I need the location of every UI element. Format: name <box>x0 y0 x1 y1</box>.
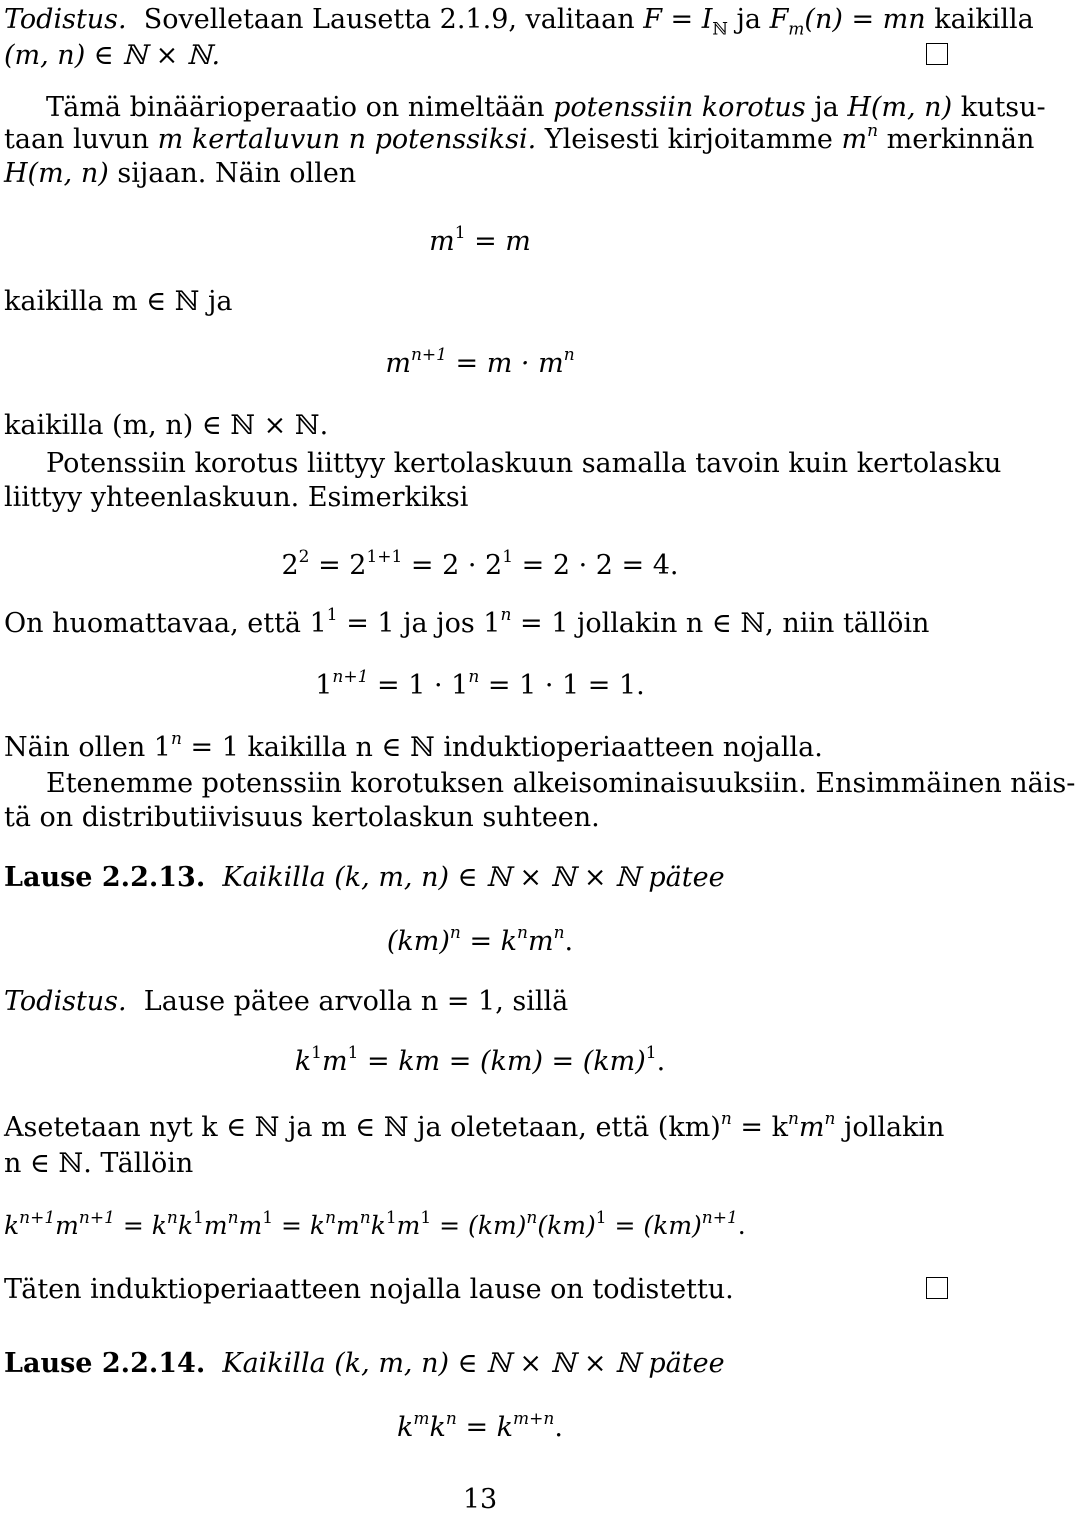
equation-base-case: $k^1m^1$ = km = (km) = (km)$^1$. <box>294 1043 666 1077</box>
definition-line-1: Tämä binäärioperaatio on nimeltään potenssiin korotus ja H(m, n) kutsu- <box>46 92 1046 123</box>
theorem-label: Lause 2.2.13. <box>4 862 206 893</box>
proof-2-line: Todistus. Lause pätee arvolla n = 1, sillä <box>4 986 569 1017</box>
proof-label: Todistus. <box>4 4 127 35</box>
qed-box-2 <box>926 1272 948 1308</box>
paragraph-6-line-1: Etenemme potenssiin korotuksen alkeisominaisuuksiin. Ensimmäinen näis- <box>46 768 1075 799</box>
theorem-label: Lause 2.2.14. <box>4 1348 206 1379</box>
equation-inductive-step: $k^{n+1}m^{n+1} = k^nk^1m^nm^1 = k^nm^nk^1m^1 = (km)^n(km)^1 = (km)^{n+1}$. <box>4 1207 746 1240</box>
equation-distributive: $(km)^n = k^nm^n$. <box>386 923 574 957</box>
text-kaikilla-2: kaikilla (m, n) ∈ ℕ × ℕ. <box>4 410 329 441</box>
equation-mn1: $m^{n+1} = m \cdot m^n$ <box>385 345 575 379</box>
definition-line-2: taan luvun m kertaluvun n potenssiksi. Yleisesti kirjoitamme $m^n$ merkinnän <box>4 121 1035 155</box>
paragraph-7-line-2: n ∈ ℕ. Tällöin <box>4 1148 194 1179</box>
proof-line-2: (m, n) ∈ ℕ × ℕ. <box>4 40 221 71</box>
equation-power-product: $k^mk^n = k^{m+n}$. <box>397 1409 563 1443</box>
qed-box-1 <box>926 38 948 74</box>
equation-powers-of-two: $2^2 = 2^{1+1} = 2 \cdot 2^1 = 2 \cdot 2 = 4$. <box>281 547 679 581</box>
paragraph-5: Näin ollen $1^n = 1$ kaikilla n ∈ ℕ induktioperiaatteen nojalla. <box>4 729 823 763</box>
equation-m1: $m^1 = m$ <box>429 223 531 257</box>
paragraph-3-line-1: Potenssiin korotus liittyy kertolaskuun samalla tavoin kuin kertolasku <box>46 448 1002 479</box>
paragraph-6-line-2: tä on distributiivisuus kertolaskun suhteen. <box>4 802 600 833</box>
page-number: 13 <box>462 1484 498 1515</box>
theorem-2-2-13: Lause 2.2.13. Kaikilla (k, m, n) ∈ ℕ × ℕ × ℕ pätee <box>4 862 725 893</box>
text-kaikilla-1: kaikilla m ∈ ℕ ja <box>4 286 233 317</box>
paragraph-7-line-1: Asetetaan nyt k ∈ ℕ ja m ∈ ℕ ja oletetaan, että $(km)^n = k^nm^n$ jollakin <box>4 1109 945 1143</box>
paragraph-3-line-2: liittyy yhteenlaskuun. Esimerkiksi <box>4 482 469 513</box>
conclusion-line: Täten induktioperiaatteen nojalla lause on todistettu. <box>4 1274 734 1305</box>
proof-line-1: Todistus. Sovelletaan Lausetta 2.1.9, valitaan $F = I_ℕ$ ja $F_m(n)$ = mn kaikilla <box>4 4 1034 40</box>
equation-ones: $1^{n+1} = 1 \cdot 1^n = 1 \cdot 1 = 1$. <box>315 667 645 701</box>
theorem-2-2-14: Lause 2.2.14. Kaikilla (k, m, n) ∈ ℕ × ℕ × ℕ pätee <box>4 1348 725 1379</box>
paragraph-4: On huomattavaa, että $1^1 = 1$ ja jos $1^n = 1$ jollakin n ∈ ℕ, niin tällöin <box>4 605 930 639</box>
definition-line-3: H(m, n) sijaan. Näin ollen <box>4 158 357 189</box>
